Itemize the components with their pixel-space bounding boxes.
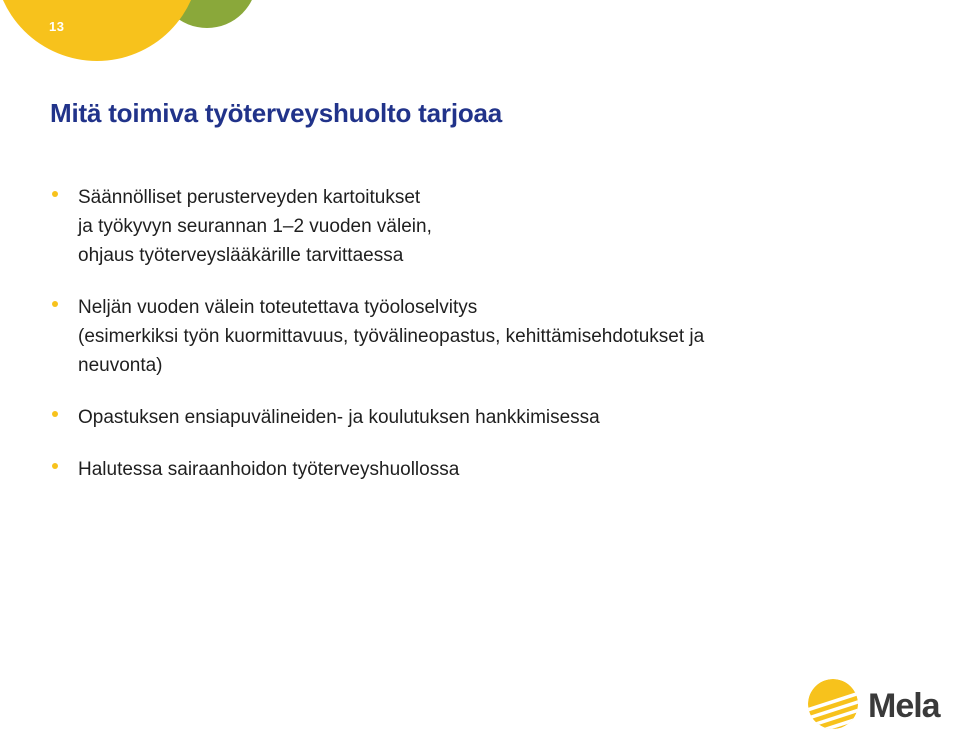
bullet-line: (esimerkiksi työn kuormittavuus, työvälineopastus, kehittämisehdotukset ja (78, 326, 705, 347)
bullet-icon (52, 463, 58, 469)
bullet-line: Säännölliset perusterveyden kartoitukset (78, 187, 421, 208)
bullet-line: Neljän vuoden välein toteutettava työoloselvitys (78, 297, 478, 318)
sun-icon (807, 679, 873, 730)
bullet-icon (52, 411, 58, 417)
bullet-line: ohjaus työterveyslääkärille tarvittaessa (78, 245, 404, 266)
bullet-line: Halutessa sairaanhoidon työterveyshuollossa (78, 459, 460, 480)
bullet-item (50, 403, 910, 432)
bullet-icon (52, 301, 58, 307)
logo-wordmark: Mela (868, 687, 940, 725)
slide-title: Mitä toimiva työterveyshuolto tarjoaa (50, 98, 503, 128)
bullet-line: neuvonta) (78, 355, 163, 376)
mela-logo (807, 678, 957, 730)
bullet-line: ja työkyvyn seurannan 1–2 vuoden välein, (78, 216, 432, 237)
bullet-item (50, 293, 910, 380)
bullet-item (50, 455, 910, 484)
bullet-line: Opastuksen ensiapuvälineiden- ja koulutuksen hankkimisessa (78, 407, 600, 428)
page-number: 13 (49, 19, 65, 34)
bullet-list (50, 183, 910, 507)
bullet-item (50, 183, 910, 270)
yellow-circle (0, 0, 200, 61)
bullet-icon (52, 191, 58, 197)
decorative-circles (0, 0, 300, 90)
